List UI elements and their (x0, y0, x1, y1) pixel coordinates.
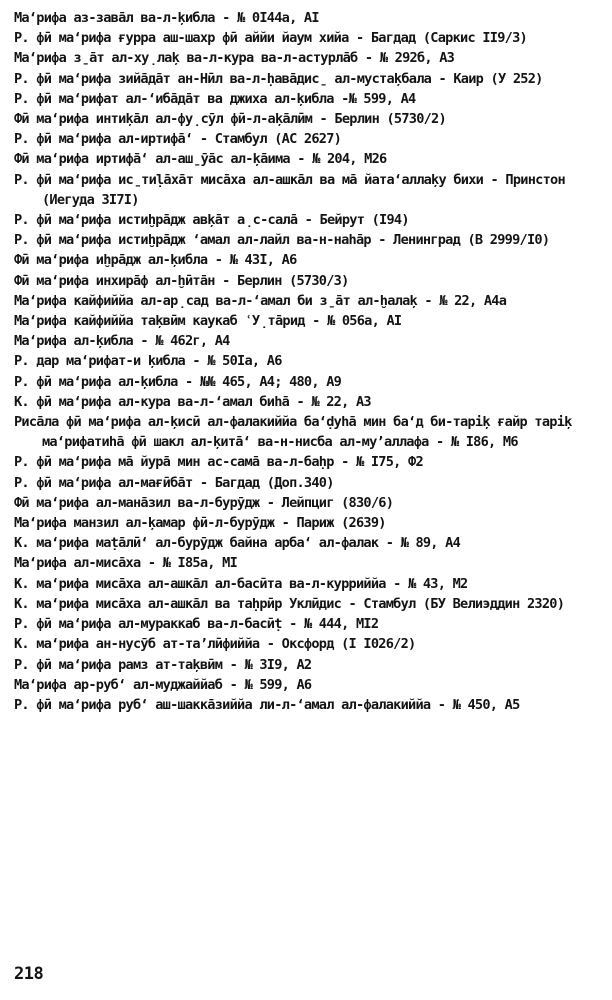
bibliography-entry: Р. фӣ ма‘рифа ғурра аш-шахр фӣ аййи йаум хийа - Багдад (Саркис II9/3) (14, 30, 527, 47)
bibliography-entry: Ма‘рифа ал-мисāха - № I85а, MI (14, 555, 238, 572)
bibliography-entry: Р. фӣ ма‘рифа истиḫрāдж ‘амал ал-лайл ва-н-наhāр - Ленинград (В 2999/I0) (14, 232, 550, 249)
bibliography-entry: К. ма‘рифа маṭāлӣ‘ ал-бурӯдж байна арба‘ ал-фалак - № 89, A4 (14, 535, 461, 552)
bibliography-entry: Р. дар ма‘рифат-и ķибла - № 50Iа, A6 (14, 353, 282, 370)
bibliography-list (14, 8, 604, 715)
bibliography-entry: Р. фӣ ма‘рифа рамз ат-таķвӣм - № 3I9, A2 (14, 656, 312, 673)
bibliography-entry: Ма‘рифа манзил ал-ķамар фӣ-л-бурӯдж - Париж (2639) (14, 515, 386, 532)
bibliography-entry: Фӣ ма‘рифа ал-манāзил ва-л-бурӯдж - Лейпциг (830/6) (14, 494, 394, 511)
bibliography-entry: К. фӣ ма‘рифа ал-кура ва-л-‘амал биhā - № 22, A3 (14, 393, 371, 410)
bibliography-entry: Ма‘рифа з̱āт ал-ху̣лаķ ва-л-кура ва-л-астурлāб - № 292б, A3 (14, 50, 455, 67)
bibliography-entry: К. ма‘рифа мисāха ал-ашкāл ва таḥрӣр Уклӣдис - Стамбул (БУ Велиэддин 2320) (14, 595, 565, 612)
bibliography-entry: Р. фӣ ма‘рифат ал-‘ибāдāт ва джиха ал-ķибла -№ 599, A4 (14, 90, 416, 107)
bibliography-entry: Ма‘рифа аз-завāл ва-л-ķибла - № 0I44а, AI (14, 10, 319, 26)
bibliography-entry: Р. фӣ ма‘рифа руб‘ аш-шаккāзиййа ли-л-‘амал ал-фалакиййа - № 450, A5 (14, 696, 520, 713)
bibliography-entry: Р. фӣ ма‘рифа ал-ķибла - №№ 465, A4; 480, A9 (14, 373, 342, 390)
bibliography-entry: К. ма‘рифа ан-нусӯб ат-та’лӣфиййа - Оксфорд (I I026/2) (14, 636, 416, 653)
bibliography-entry: Фӣ ма‘рифа инхирāф ал-ḫӣтāн - Берлин (5730/3) (14, 272, 349, 289)
document-page (14, 8, 604, 715)
bibliography-entry: К. ма‘рифа мисāха ал-ашкāл ал-басӣта ва-л-курриййа - № 43, M2 (14, 575, 468, 592)
bibliography-entry: Р. фӣ ма‘рифа зийāдāт ан-Нӣл ва-л-ḥавāдис̱ ал-мустаķбала - Каир (У 252) (14, 70, 543, 87)
bibliography-entry: Ма‘рифа кайфиййа таķвӣм каукаб ʿУ̣тāрид - № 056а, AI (14, 313, 402, 330)
bibliography-entry: Р. фӣ ма‘рифа ис̱тиḷāхāт мисāха ал-ашкāл ва мā йата‘аллаķу бихи - Принстон (Иегуда 3I7I) (14, 171, 565, 208)
bibliography-entry: Фӣ ма‘рифа иртифā‘ ал-аш̱ӯāс ал-ķāима - № 204, M26 (14, 151, 387, 168)
bibliography-entry: Ма‘рифа ал-ķибла - № 462г, A4 (14, 333, 230, 350)
bibliography-entry: Фӣ ма‘рифа иḫрāдж ал-ķибла - № 43I, A6 (14, 252, 297, 269)
page-number: 218 (14, 964, 44, 984)
bibliography-entry: Р. фӣ ма‘рифа мā йурā мин ас-самā ва-л-баḥр - № I75, Ф2 (14, 454, 423, 471)
bibliography-entry: Р. фӣ ма‘рифа истиḫрāдж авķāт а̣с-салā - Бейрут (I94) (14, 212, 409, 229)
bibliography-entry: Рисāла фӣ ма‘рифа ал-ķисӣ ал-фалакиййа ба‘ḍуhā мин ба‘д би-таріķ ғайр таріķ ма‘рифатиhā фӣ шакл ал-ķитā‘ ва-н-нисба ал-му’аллафа - № I86, M6 (14, 414, 572, 451)
bibliography-entry: Ма‘рифа ар-руб‘ ал-муджаййаб - № 599, A6 (14, 676, 312, 693)
bibliography-entry: Р. фӣ ма‘рифа ал-иртифā‘ - Стамбул (AC 2627) (14, 131, 342, 148)
bibliography-entry: Ма‘рифа кайфиййа ал-ар̣сад ва-л-‘амал би з̱āт ал-ḫалаķ - № 22, A4а (14, 292, 507, 309)
bibliography-entry: Фӣ ма‘рифа интиķāл ал-фу̣сӯл фӣ-л-аķāлӣм - Берлин (5730/2) (14, 111, 446, 128)
bibliography-entry: Р. фӣ ма‘рифа ал-мағӣбāт - Багдад (Доп.340) (14, 474, 334, 491)
bibliography-entry: Р. фӣ ма‘рифа ал-мураккаб ва-л-басӣṭ - № 444, MI2 (14, 616, 379, 633)
